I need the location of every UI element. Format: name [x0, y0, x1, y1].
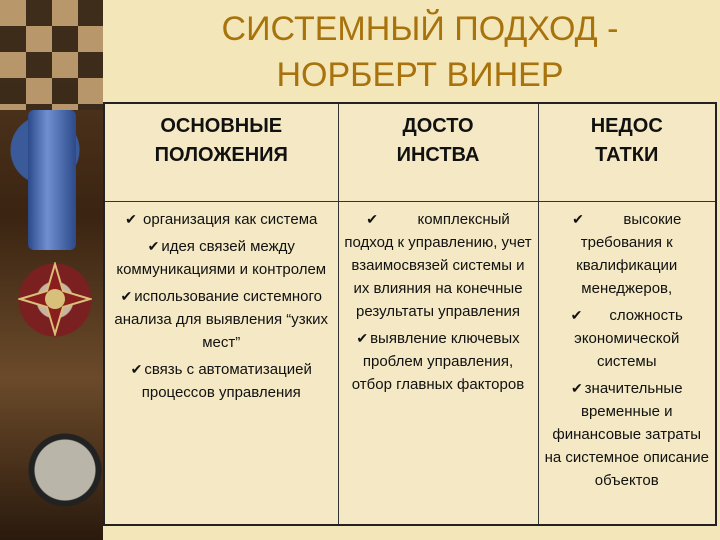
checkmark-icon: ✔ — [356, 330, 369, 346]
list-item — [109, 358, 334, 404]
list-item — [343, 327, 534, 396]
order-cross-icon — [18, 262, 92, 336]
table-body-row — [104, 202, 716, 526]
item-text: высокие требования к квалификации менеджеров, — [576, 211, 682, 297]
header-text: ОСНОВНЫЕ — [160, 115, 283, 137]
item-text: сложность экономической системы — [574, 307, 683, 370]
title-line-2: НОРБЕРТ ВИНЕР — [276, 56, 564, 94]
disadvantages-cell — [538, 202, 716, 526]
checkmark-icon: ✔ — [130, 361, 143, 377]
item-text: выявление ключевых проблем управления, отбор главных факторов — [351, 330, 525, 393]
item-text: комплексный подход к управлению, учет взаимосвязей системы и их влияния на конечные результаты управления — [344, 211, 532, 320]
list-item — [543, 304, 712, 373]
header-text: ДОСТО — [402, 115, 474, 137]
checkmark-icon: ✔ — [120, 288, 133, 304]
checkmark-icon: ✔ — [125, 211, 137, 227]
checkmark-icon: ✔ — [147, 238, 160, 254]
item-text: использование системного анализа для выявления “узких мест” — [114, 288, 329, 351]
list-item — [543, 208, 712, 300]
header-main-points — [104, 103, 338, 202]
header-advantages — [338, 103, 538, 202]
list-item — [109, 208, 334, 231]
slide-title — [140, 6, 700, 98]
list-item — [543, 377, 712, 492]
header-text: ПОЛОЖЕНИЯ — [154, 144, 288, 166]
item-text: идея связей между коммуникациями и контролем — [116, 238, 327, 278]
main-points-cell — [104, 202, 338, 526]
header-text: ТАТКИ — [595, 144, 659, 166]
header-disadvantages — [538, 103, 716, 202]
medal-ribbon-decoration — [28, 110, 76, 250]
item-text: организация как система — [143, 211, 318, 228]
decorative-medals-image — [0, 0, 103, 540]
table-header-row — [104, 103, 716, 202]
item-text: связь с автоматизацией процессов управления — [141, 361, 312, 401]
checkmark-icon: ✔ — [570, 307, 583, 323]
header-text: НЕДОС — [590, 115, 663, 137]
checkmark-icon: ✔ — [366, 211, 378, 227]
checkmark-icon: ✔ — [570, 380, 583, 396]
list-item — [343, 208, 534, 323]
advantages-cell — [338, 202, 538, 526]
list-item — [109, 285, 334, 354]
chessboard-decoration — [0, 0, 103, 110]
header-text: ИНСТВА — [396, 144, 480, 166]
title-line-1: СИСТЕМНЫЙ ПОДХОД - — [221, 10, 619, 48]
item-text: значительные временные и финансовые затраты на системное описание объектов — [544, 380, 709, 489]
list-item — [109, 235, 334, 281]
comparison-table — [103, 102, 717, 526]
checkmark-icon: ✔ — [572, 211, 584, 227]
